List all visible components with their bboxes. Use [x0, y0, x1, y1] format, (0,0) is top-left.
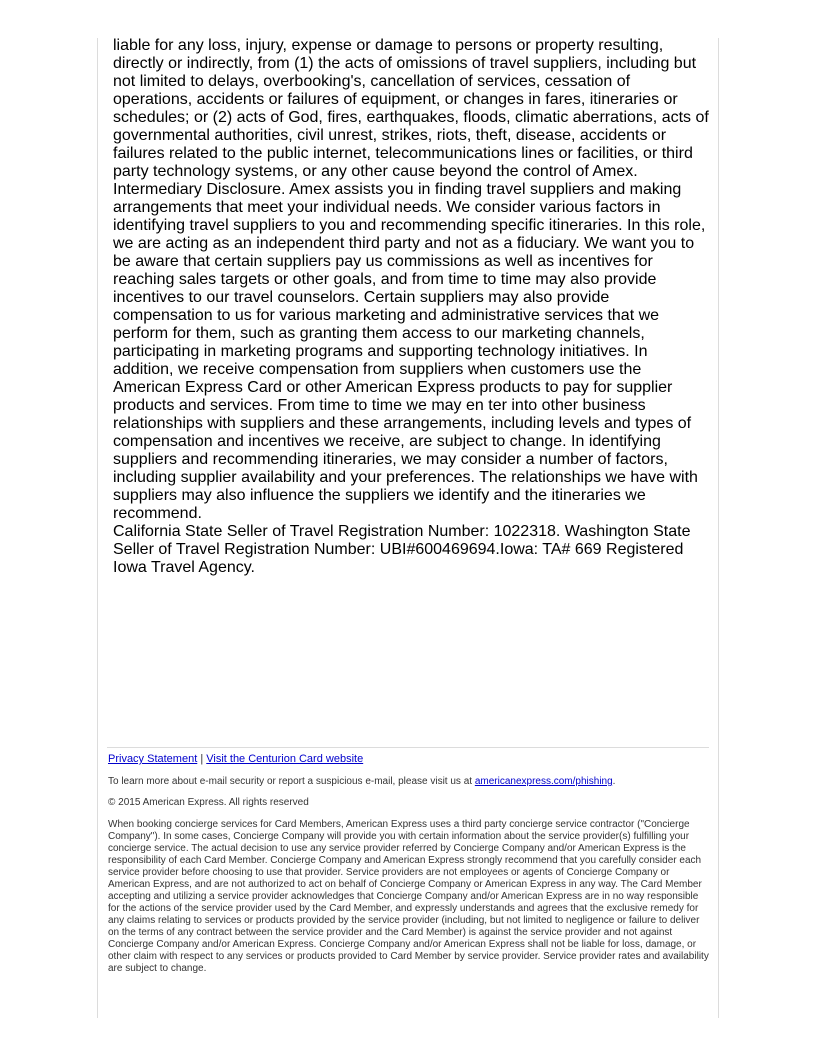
- link-separator: |: [200, 753, 207, 765]
- liability-paragraph: liable for any loss, injury, expense or damage to persons or property resulting, directly or indirectly, from (1) the acts of omissions of travel suppliers, including but not limited to delays, overbooking's, cancellation of services, cessation of operations, accidents or failures of equipment, or changes in fares, itineraries or schedules; or (2) acts of God, fires, earthquakes, floods, climatic aberrations, acts of governmental authorities, civil unrest, strikes, riots, theft, disease, accidents or failures related to the public internet, telecommunications lines or facilities, or third party technology systems, or any other cause beyond the control of Amex.: [113, 37, 709, 180]
- phishing-link[interactable]: americanexpress.com/phishing: [474, 776, 613, 787]
- email-footer: [108, 753, 710, 975]
- concierge-disclaimer: When booking concierge services for Card Members, American Express uses a third party concierge service contractor ("Concierge Company"). In some cases, Concierge Company will provide you with certain information about the service provider(s) fulfilling your concierge service. The actual decision to use any service provider referred by Concierge Company and/or American Express is the responsibility of each Card Member. Concierge Company and American Express strongly recommend that you carefully consider each service provider before choosing to use that provider. Service providers are not employees or agents of Concierge Company or American Express, and are not authorized to act on behalf of Concierge Company or American Express in any way. The Card Member accepting and utilizing a service provider acknowledges that Concierge Company and/or American Express are in no way responsible for the actions of the service provider used by the Card Member, and expressly understands and agrees that the exclusive remedy for any claims relating to services or products provided by the service provider (including, but not limited to negligence or failure to deliver on the terms of any contract between the service provider and the Card Member) is against the service provider and not against Concierge Company and/or American Express. Concierge Company and/or American Express shall not be liable for loss, damage, or other claim with respect to any services or products provided to Card Member by service provider. Service provider rates and availability are subject to change.: [108, 819, 709, 974]
- email-body-text: [113, 37, 709, 577]
- registration-paragraph: California State Seller of Travel Registration Number: 1022318. Washington State Seller of Travel Registration Number: UBI#600469694.Iowa: TA# 669 Registered Iowa Travel Agency.: [113, 523, 691, 576]
- footer-divider: [107, 747, 709, 748]
- phishing-notice: [108, 776, 710, 788]
- phishing-text: To learn more about e-mail security or report a suspicious e-mail, please visit us at: [108, 776, 475, 787]
- centurion-card-website-link[interactable]: Visit the Centurion Card website: [206, 753, 364, 765]
- phishing-end: .: [612, 776, 616, 787]
- copyright-notice: © 2015 American Express. All rights reserved: [108, 797, 309, 808]
- footer-links-row: [108, 753, 710, 766]
- privacy-statement-link[interactable]: Privacy Statement: [108, 753, 198, 765]
- intermediary-disclosure-paragraph: Intermediary Disclosure. Amex assists you in finding travel suppliers and making arrangements that meet your individual needs. We consider various factors in identifying travel suppliers to you and recommending specific itineraries. In this role, we are acting as an independent third party and not as a fiduciary. We want you to be aware that certain suppliers pay us commissions as well as incentives for reaching sales targets or other goals, and from time to time may also provide incentives to our travel counselors. Certain suppliers may also provide compensation to us for various marketing and administrative services that we perform for them, such as granting them access to our marketing channels, participating in marketing programs and supporting technology initiatives. In addition, we receive compensation from suppliers when customers use the American Express Card or other American Express products to pay for supplier products and services. From time to time we may en ter into other business relationships with suppliers and these arrangements, including levels and types of compensation and incentives we receive, are subject to change. In identifying suppliers and recommending itineraries, we may consider a number of factors, including supplier availability and your preferences. The relationships we have with suppliers may also influence the suppliers we identify and the itineraries we recommend.: [113, 181, 706, 522]
